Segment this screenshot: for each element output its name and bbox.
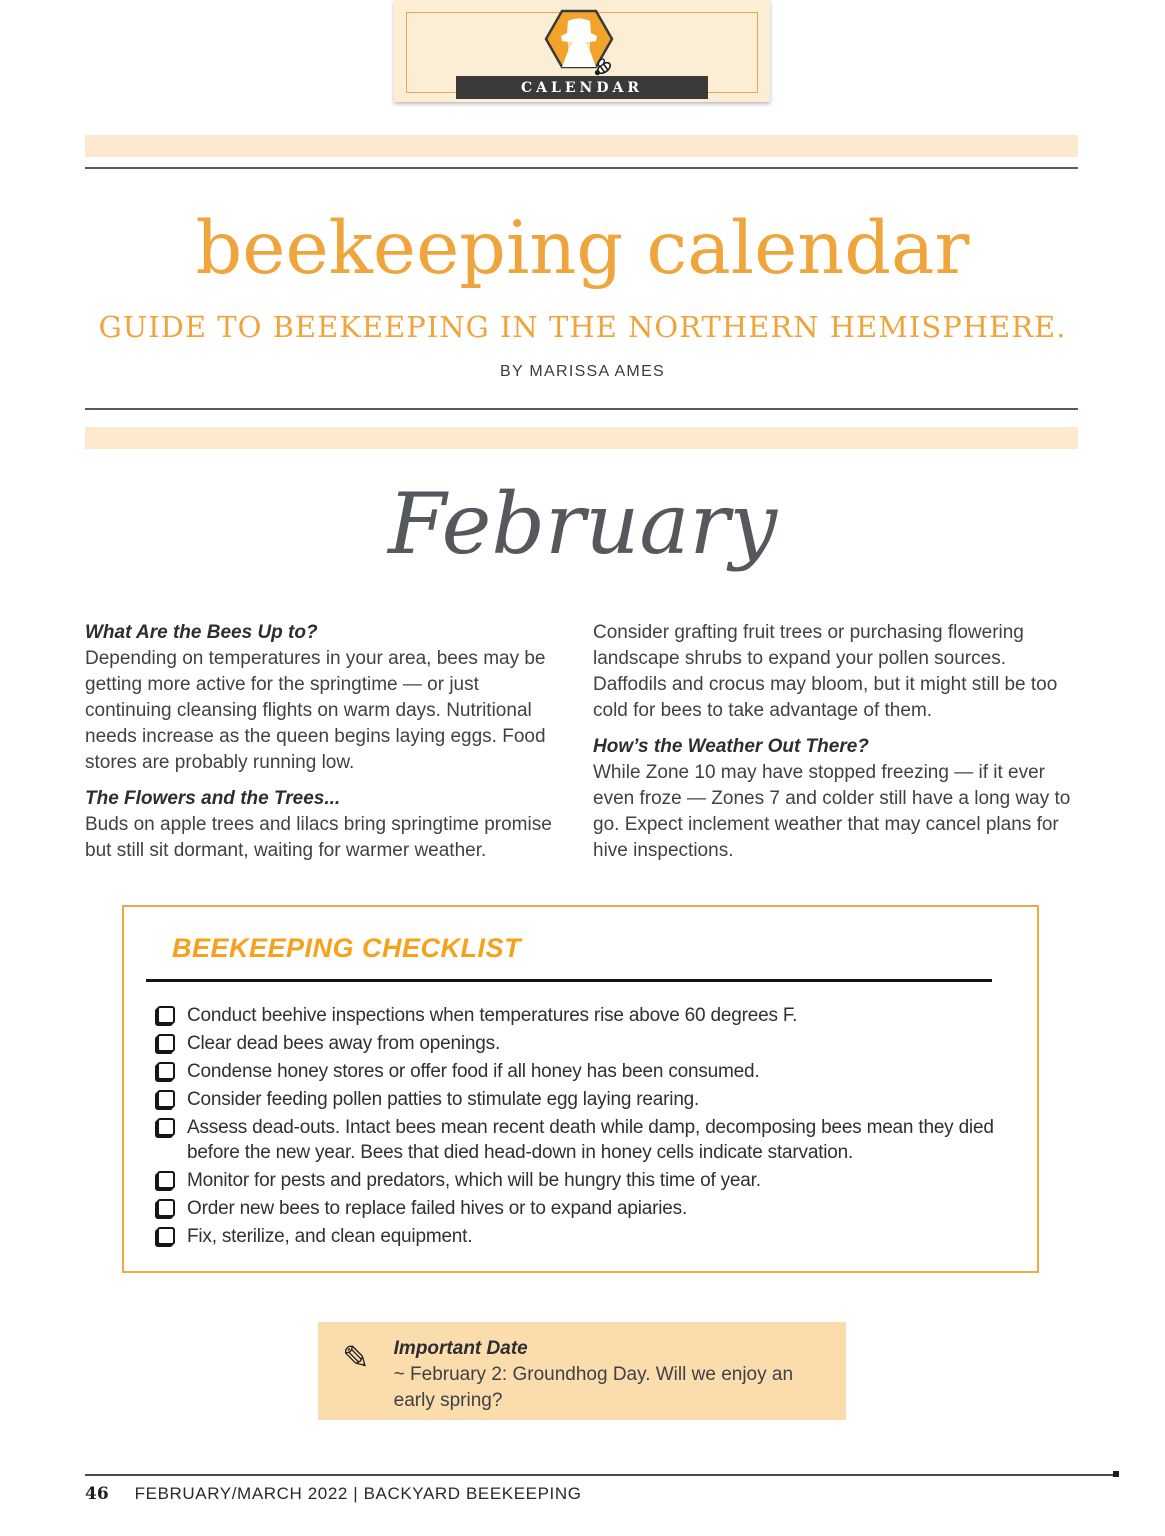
section-heading: The Flowers and the Trees... [85, 788, 341, 809]
article-column-left [85, 620, 565, 874]
checklist-item-text: Fix, sterilize, and clean equipment. [187, 1226, 473, 1247]
checkbox-icon [157, 1034, 175, 1052]
important-date-title: Important Date [393, 1338, 528, 1359]
important-date-box [318, 1322, 846, 1420]
section-heading: How’s the Weather Out There? [593, 736, 869, 757]
checklist-items [154, 1003, 1037, 1249]
page-number: 46 [85, 1484, 109, 1504]
checklist-item-text: Assess dead-outs. Intact bees mean recent death while damp, decomposing bees mean they died before the new year. Bees that died head-down in honey cells indicate starvation. [187, 1117, 994, 1163]
calendar-badge-label: CALENDAR [456, 76, 708, 99]
section-body: Depending on temperatures in your area, bees may be getting more active for the springtime — or just continuing cleansing flights on warm days. Nutritional needs increase as the queen begins laying eggs. Food stores are probably running low. [85, 648, 546, 773]
checklist-item [154, 1003, 1037, 1028]
checklist-item-text: Clear dead bees away from openings. [187, 1033, 501, 1054]
calendar-badge [394, 0, 770, 102]
page-title: beekeeping calendar [195, 206, 970, 291]
article-column-right [593, 620, 1080, 874]
checklist-item [154, 1115, 1037, 1165]
month-heading: February [387, 475, 778, 573]
checklist-item-text: Condense honey stores or offer food if all honey has been consumed. [187, 1061, 760, 1082]
checkbox-icon [157, 1090, 175, 1108]
footer-rule [85, 1474, 1117, 1476]
checkbox-icon [157, 1227, 175, 1245]
footer-rule-end-dot [1113, 1471, 1119, 1477]
important-date-content [394, 1337, 799, 1420]
section-heading: What Are the Bees Up to? [85, 622, 318, 643]
article-columns [85, 620, 1080, 874]
checklist-item-text: Conduct beehive inspections when temperatures rise above 60 degrees F. [187, 1005, 798, 1026]
checklist-item [154, 1031, 1037, 1056]
checkbox-icon [157, 1062, 175, 1080]
checklist-item-text: Monitor for pests and predators, which will be hungry this time of year. [187, 1170, 761, 1191]
checklist-divider [146, 979, 992, 982]
checkbox-icon [157, 1171, 175, 1189]
checklist-item-text: Order new bees to replace failed hives or to expand apiaries. [187, 1198, 688, 1219]
important-date-text: ~ February 2: Groundhog Day. Will we enjoy an early spring? [393, 1364, 794, 1411]
checklist-item-text: Consider feeding pollen patties to stimulate egg laying rearing. [187, 1089, 700, 1110]
cream-band-top [85, 135, 1078, 157]
beekeeper-hexagon-icon [527, 8, 637, 85]
cream-band-bottom [85, 427, 1078, 449]
checklist-title: BEEKEEPING CHECKLIST [172, 933, 522, 963]
checkbox-icon [157, 1006, 175, 1024]
checklist-item [154, 1168, 1037, 1193]
checklist-item [154, 1059, 1037, 1084]
pencil-icon: ✎ [342, 1339, 370, 1376]
section-body: Buds on apple trees and lilacs bring springtime promise but still sit dormant, waiting for warmer weather. [85, 814, 552, 861]
checklist-item [154, 1224, 1037, 1249]
checkbox-icon [157, 1199, 175, 1217]
checklist-item [154, 1087, 1037, 1112]
section-body: Consider grafting fruit trees or purchasing flowering landscape shrubs to expand your pollen sources. Daffodils and crocus may bloom, but it might still be too cold for bees to take advantage of them. [593, 622, 1058, 721]
byline: BY MARISSA AMES [499, 363, 666, 380]
checklist-item [154, 1196, 1037, 1221]
divider-rule-top [85, 167, 1078, 169]
page-subtitle: GUIDE TO BEEKEEPING IN THE NORTHERN HEMISPHERE. [98, 310, 1067, 344]
beekeeping-checklist-box [122, 905, 1039, 1273]
checkbox-icon [157, 1118, 175, 1136]
footer-text: FEBRUARY/MARCH 2022 | BACKYARD BEEKEEPING [134, 1484, 582, 1503]
divider-rule-bottom [85, 408, 1078, 410]
section-body: While Zone 10 may have stopped freezing — if it ever even froze — Zones 7 and colder still have a long way to go. Expect inclement weather that may cancel plans for hive inspections. [593, 762, 1071, 861]
footer [85, 1484, 582, 1504]
